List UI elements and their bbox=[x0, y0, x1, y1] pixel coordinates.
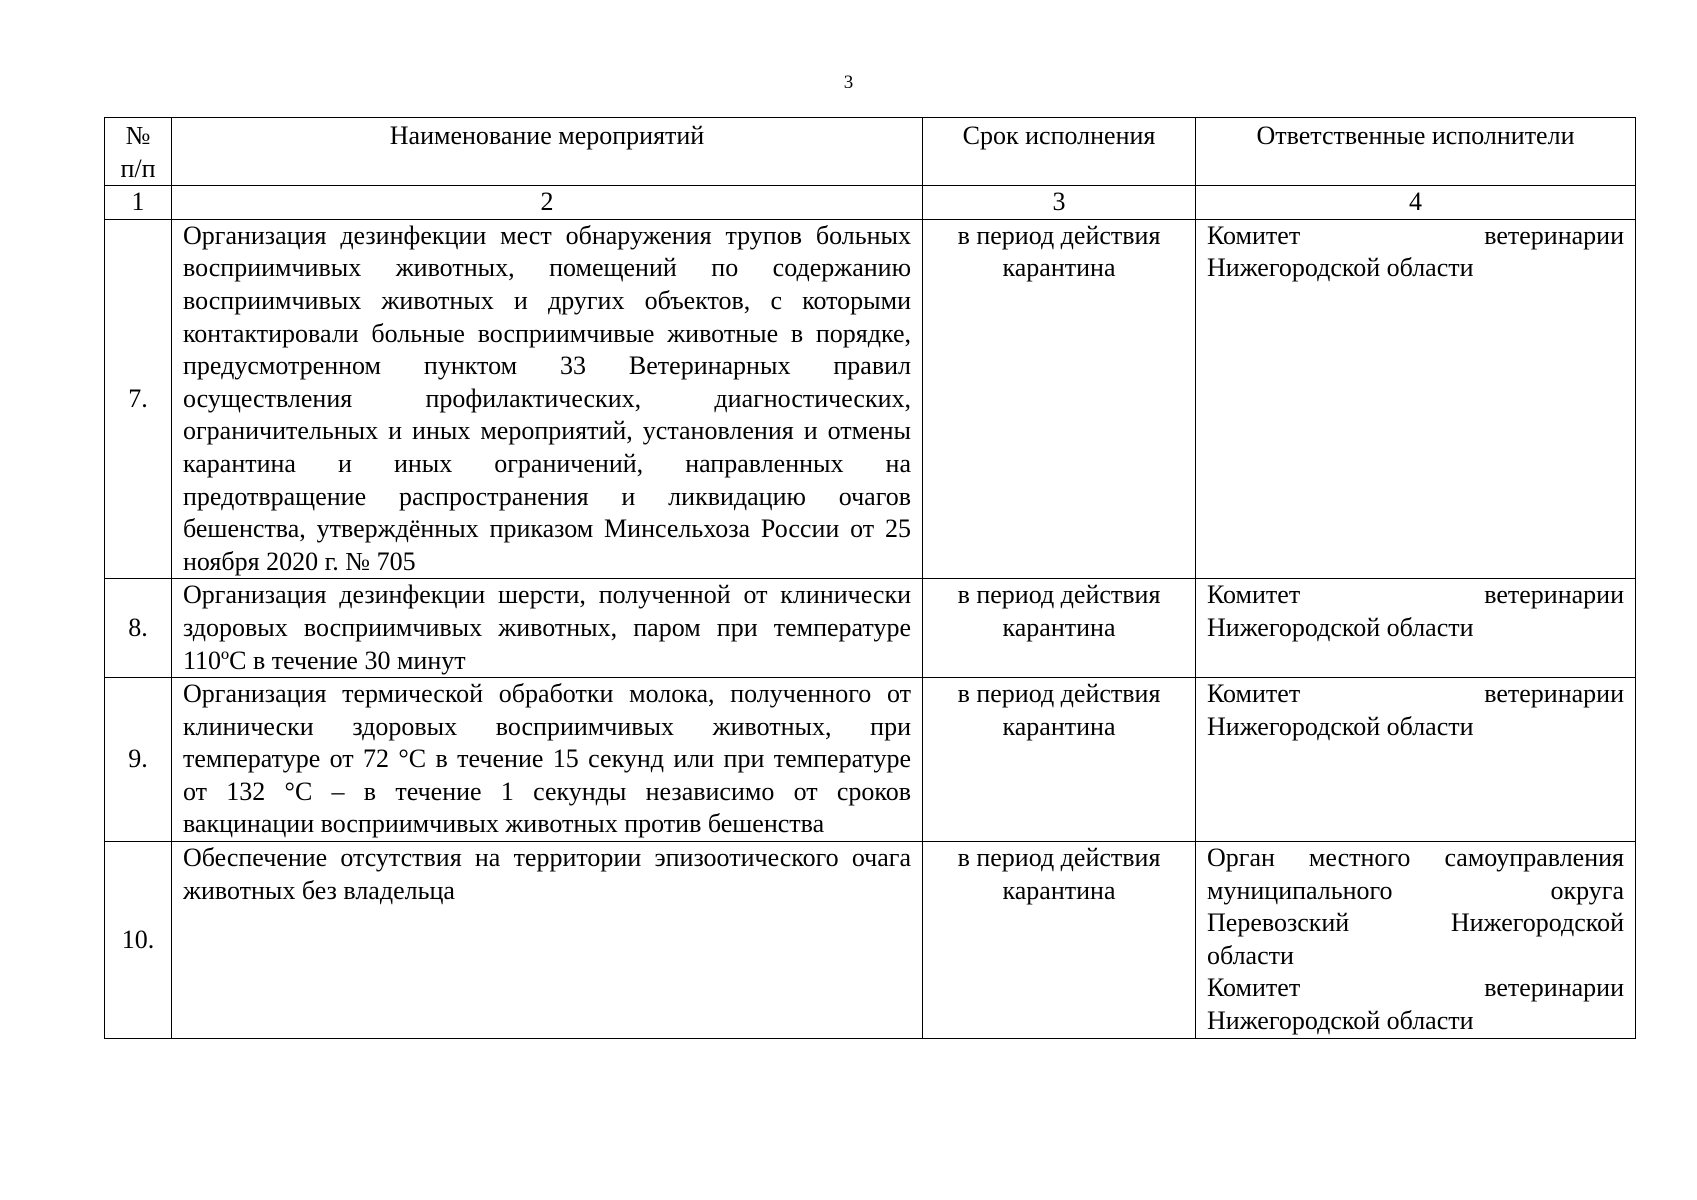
column-number: 3 bbox=[923, 186, 1196, 220]
responsible-executors bbox=[1196, 579, 1636, 678]
table-row bbox=[105, 219, 1636, 579]
responsible-executors bbox=[1196, 678, 1636, 842]
responsible-executors bbox=[1196, 842, 1636, 1039]
measure-name: Организация термической обработки молока, полученного от клинически здоровых восприимчивых животных, при температуре от 72 °С в течение 15 секунд или при температуре от 132 °С – в течение 1 секунды независимо от сроков вакцинации восприимчивых животных против бешенства bbox=[172, 678, 923, 842]
responsible-line: Нижегородской области bbox=[1207, 1006, 1474, 1036]
responsible-line: Комитет ветеринарии bbox=[1207, 580, 1624, 610]
column-number: 2 bbox=[172, 186, 923, 220]
measures-table bbox=[104, 117, 1636, 1039]
measure-name: Организация дезинфекции шерсти, полученной от клинически здоровых восприимчивых животных, паром при температуре 110ºС в течение 30 минут bbox=[172, 579, 923, 678]
responsible-line: Нижегородской области bbox=[1207, 253, 1474, 283]
header-name: Наименование мероприятий bbox=[172, 118, 923, 186]
responsible-line: Нижегородской области bbox=[1207, 711, 1474, 741]
row-number: 7. bbox=[105, 219, 172, 579]
execution-term: в период действия карантина bbox=[923, 842, 1196, 1039]
responsible-line: Перевозский Нижегородской bbox=[1207, 908, 1624, 938]
table-row bbox=[105, 579, 1636, 678]
column-number-row bbox=[105, 186, 1636, 220]
responsible-line: Комитет ветеринарии bbox=[1207, 220, 1624, 250]
responsible-line: муниципального округа bbox=[1207, 875, 1624, 905]
page-number: 3 bbox=[843, 72, 854, 93]
execution-term: в период действия карантина bbox=[923, 219, 1196, 579]
header-num: № п/п bbox=[105, 118, 172, 186]
row-number: 8. bbox=[105, 579, 172, 678]
responsible-line: Орган местного самоуправления bbox=[1207, 843, 1624, 873]
measure-name: Обеспечение отсутствия на территории эпизоотического очага животных без владельца bbox=[172, 842, 923, 1039]
responsible-line: Комитет ветеринарии bbox=[1207, 973, 1624, 1003]
responsible-line: Комитет ветеринарии bbox=[1207, 679, 1624, 709]
header-resp: Ответственные исполнители bbox=[1196, 118, 1636, 186]
responsible-line: области bbox=[1207, 940, 1294, 970]
header-term: Срок исполнения bbox=[923, 118, 1196, 186]
table-row bbox=[105, 842, 1636, 1039]
row-number: 10. bbox=[105, 842, 172, 1039]
column-number: 4 bbox=[1196, 186, 1636, 220]
responsible-executors bbox=[1196, 219, 1636, 579]
table-row bbox=[105, 678, 1636, 842]
column-number: 1 bbox=[105, 186, 172, 220]
execution-term: в период действия карантина bbox=[923, 579, 1196, 678]
execution-term: в период действия карантина bbox=[923, 678, 1196, 842]
table-body bbox=[105, 219, 1636, 1038]
header-row bbox=[105, 118, 1636, 186]
responsible-line: Нижегородской области bbox=[1207, 612, 1474, 642]
measure-name: Организация дезинфекции мест обнаружения трупов больных восприимчивых животных, помещений по содержанию восприимчивых животных и других объектов, с которыми контактировали больные восприимчивые животные в порядке, предусмотренном пунктом 33 Ветеринарных правил осуществления профилактических, диагностических, ограничительных и иных мероприятий, установления и отмены карантина и иных ограничений, направленных на предотвращение распространения и ликвидацию очагов бешенства, утверждённых приказом Минсельхоза России от 25 ноября 2020 г. № 705 bbox=[172, 219, 923, 579]
row-number: 9. bbox=[105, 678, 172, 842]
